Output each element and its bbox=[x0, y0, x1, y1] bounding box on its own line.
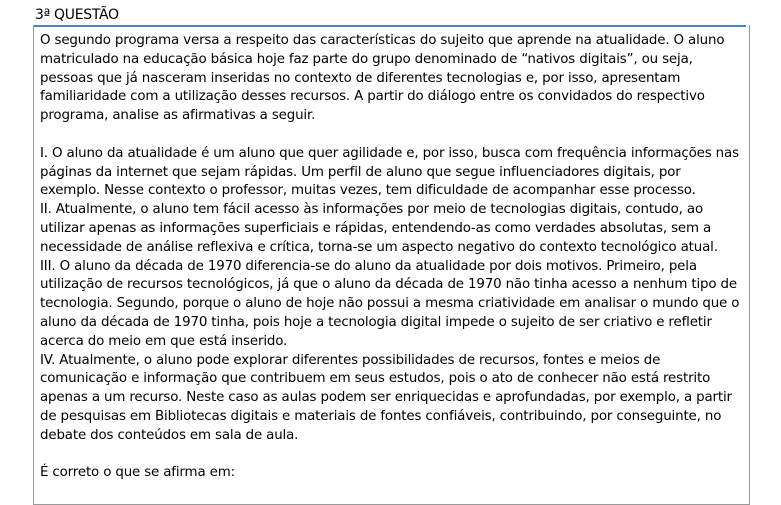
question-title: 3ª QUESTÃO bbox=[35, 7, 119, 23]
statement-ii: II. Atualmente, o aluno tem fácil acesso às informações por meio de tecnologias digitais, contudo, ao utilizar apenas as informações superficiais e rápidas, entendendo-as como verdades absolutas, sem a necessidade de análise reflexiva e crítica, torna-se um aspecto negativo do contexto tecnológico atual. bbox=[40, 202, 718, 255]
question-prompt: É correto o que se afirma em: bbox=[40, 465, 235, 481]
question-body bbox=[33, 25, 750, 505]
paragraph-gap bbox=[40, 126, 743, 145]
statement-i: I. O aluno da atualidade é um aluno que quer agilidade e, por isso, busca com frequência informações nas páginas da internet que sejam rápidas. Um perfil de aluno que segue influenciadores digitais, por exemplo. Nesse contexto o professor, muitas vezes, tem dificuldade de acompanhar esse processo. bbox=[40, 145, 739, 199]
statement-iii: III. O aluno da década de 1970 diferencia-se do aluno da atualidade por dois motivos. Primeiro, pela utilização de recursos tecnológicos, já que o aluno da década de 1970 não tinha acesso a nenhum tipo de tecnologia. Segundo, porque o aluno de hoje não possui a mesma criatividade em analisar o mundo que o aluno da década de 1970 tinha, pois hoje a tecnologia digital impede o sujeito de ser criativo e refletir acerca do meio em que está inserido. bbox=[40, 258, 740, 349]
statement-iv: IV. Atualmente, o aluno pode explorar diferentes possibilidades de recursos, fontes e meios de comunicação e informação que contribuem em seus estudos, pois o ato de conhecer não está restrito apenas a um recurso. Neste caso as aulas podem ser enriquecidas e aprofundadas, por exemplo, a partir de pesquisas em Bibliotecas digitais e materiais de fontes confiáveis, contribuindo, por conseguinte, no debate dos conteúdos em sala de aula. bbox=[40, 352, 732, 443]
question-header bbox=[33, 5, 746, 27]
question-intro: O segundo programa versa a respeito das características do sujeito que aprende na atualidade. O aluno matriculado na educação básica hoje faz parte do grupo denominado de “nativos digitais”, ou seja, pessoas que já nasceram inseridas no contexto de diferentes tecnologias e, por isso, apresentam familiaridade com a utilização desses recursos. A partir do diálogo entre os convidados do respectivo programa, analise as afirmativas a seguir. bbox=[40, 33, 725, 124]
paragraph-gap bbox=[40, 446, 743, 465]
